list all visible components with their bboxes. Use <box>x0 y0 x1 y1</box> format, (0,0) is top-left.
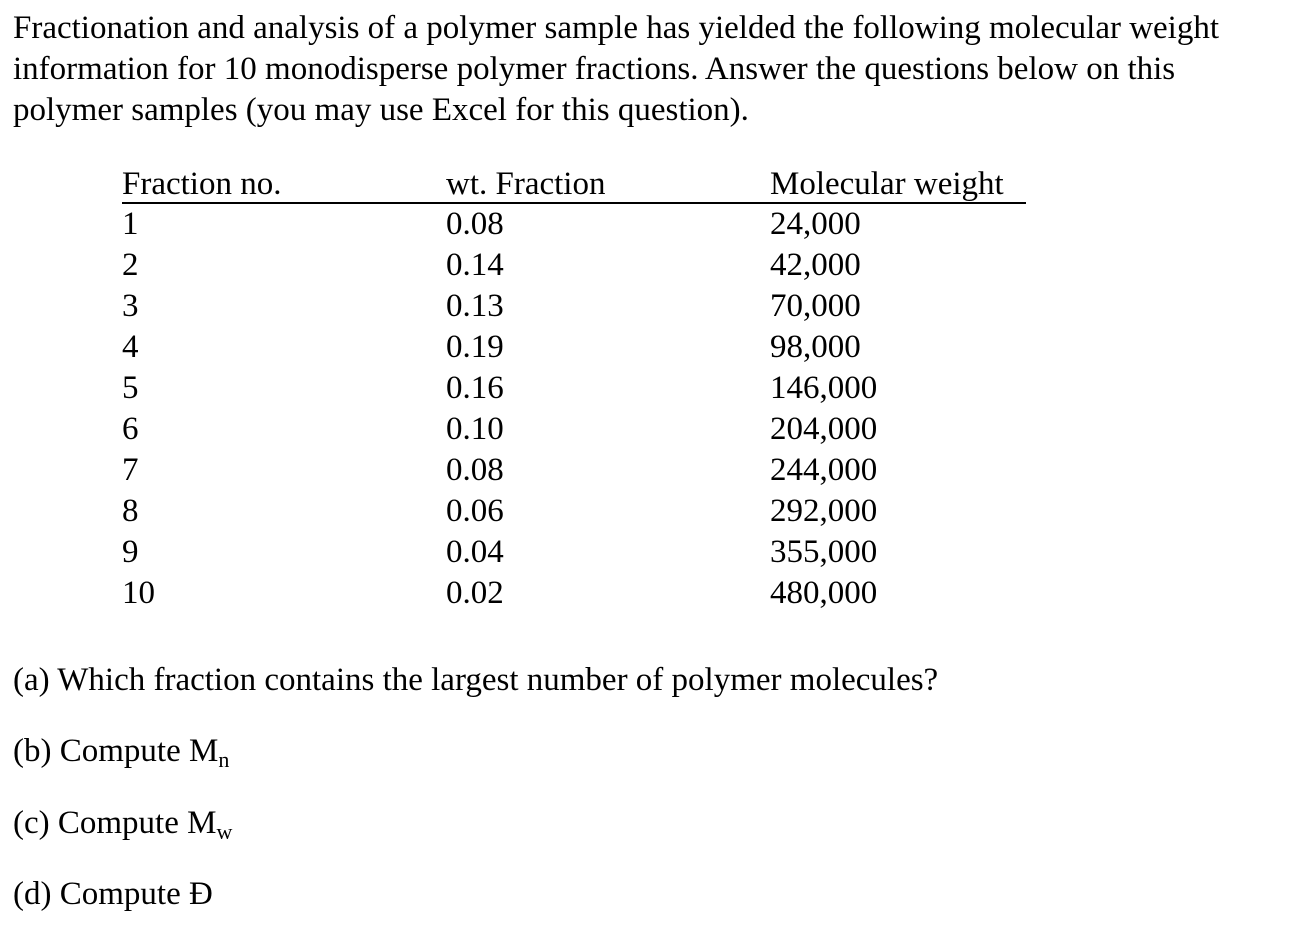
cell-wt-fraction: 0.13 <box>446 288 504 324</box>
question-c-subscript: w <box>216 819 233 844</box>
table-row <box>122 286 1026 327</box>
cell-wt-fraction: 0.02 <box>446 575 504 611</box>
table-row <box>122 245 1026 286</box>
question-d: (d) Compute Đ <box>13 876 213 912</box>
intro-paragraph: Fractionation and analysis of a polymer sample has yielded the following molecular weight information for 10 monodisperse polymer fractions. Answer the questions below on this polymer samples (you may use Excel for this question). <box>13 10 1220 128</box>
question-c-text: (c) Compute M <box>13 805 217 841</box>
cell-fraction-no: 10 <box>122 575 155 611</box>
cell-molecular-weight: 24,000 <box>770 206 861 242</box>
cell-wt-fraction: 0.04 <box>446 534 504 570</box>
header-fraction-no: Fraction no. <box>122 166 282 202</box>
cell-molecular-weight: 244,000 <box>770 452 878 488</box>
cell-molecular-weight: 480,000 <box>770 575 878 611</box>
cell-fraction-no: 5 <box>122 370 139 406</box>
header-wt-fraction: wt. Fraction <box>446 166 606 202</box>
question-c <box>13 803 232 852</box>
cell-molecular-weight: 42,000 <box>770 247 861 283</box>
cell-wt-fraction: 0.08 <box>446 206 504 242</box>
cell-wt-fraction: 0.10 <box>446 411 504 447</box>
cell-wt-fraction: 0.06 <box>446 493 504 529</box>
header-molecular-weight: Molecular weight <box>770 166 1004 202</box>
table-row <box>122 409 1026 450</box>
cell-wt-fraction: 0.08 <box>446 452 504 488</box>
cell-wt-fraction: 0.16 <box>446 370 504 406</box>
cell-molecular-weight: 292,000 <box>770 493 878 529</box>
cell-molecular-weight: 98,000 <box>770 329 861 365</box>
cell-molecular-weight: 204,000 <box>770 411 878 447</box>
cell-fraction-no: 1 <box>122 206 139 242</box>
question-b <box>13 731 229 780</box>
cell-fraction-no: 7 <box>122 452 139 488</box>
table-row <box>122 327 1026 368</box>
cell-fraction-no: 3 <box>122 288 139 324</box>
cell-fraction-no: 8 <box>122 493 139 529</box>
data-table <box>122 164 1026 614</box>
question-b-text: (b) Compute M <box>13 733 219 769</box>
cell-molecular-weight: 146,000 <box>770 370 878 406</box>
cell-fraction-no: 9 <box>122 534 139 570</box>
cell-fraction-no: 4 <box>122 329 139 365</box>
table-header <box>122 164 1026 204</box>
cell-wt-fraction: 0.14 <box>446 247 504 283</box>
cell-wt-fraction: 0.19 <box>446 329 504 365</box>
table-row <box>122 204 1026 245</box>
table-row <box>122 491 1026 532</box>
cell-fraction-no: 2 <box>122 247 139 283</box>
table-body <box>122 204 1026 614</box>
table-row <box>122 573 1026 614</box>
table-row <box>122 368 1026 409</box>
question-a: (a) Which fraction contains the largest number of polymer molecules? <box>13 662 939 698</box>
cell-fraction-no: 6 <box>122 411 139 447</box>
question-b-subscript: n <box>218 747 230 772</box>
table-row <box>122 450 1026 491</box>
cell-molecular-weight: 355,000 <box>770 534 878 570</box>
table-row <box>122 532 1026 573</box>
cell-molecular-weight: 70,000 <box>770 288 861 324</box>
